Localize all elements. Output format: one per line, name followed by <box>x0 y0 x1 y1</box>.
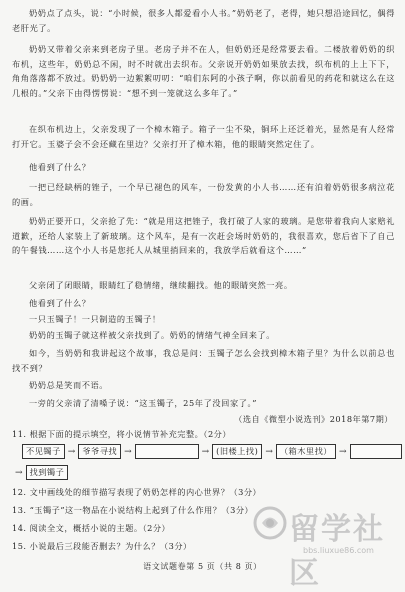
question-15: 15. 小说最后三段能否删去？为什么？（3分） <box>12 541 192 551</box>
arrow-right-icon: → <box>124 446 132 457</box>
story-paragraph: 奶奶又带着父亲来到老房子里。老房子并不在人，但奶奶还是经常要去看。二楼放着奶奶的织布机，这些年，奶奶总不闲，时不时就出去织布。父亲说开奶奶如果放去找，织布机的上上下下，角角落落都不放过。奶奶奶一边絮絮叨叨：“咱们东阿的小孩子啊，你以前看见的药花和就这么在这几根的。”父亲下由得愣愣说：“想不到一笼就这么多年了。” <box>12 44 395 98</box>
arrow-right-icon: → <box>201 446 210 457</box>
watermark-url: bbs.liuxue86.com <box>303 546 374 555</box>
flow-box: 不见镯子 <box>22 444 65 459</box>
watermark-text: 留学社区 <box>289 512 385 591</box>
flow-blank-box[interactable] <box>350 444 402 459</box>
arrow-right-icon: → <box>67 446 76 457</box>
arrow-right-icon: → <box>339 446 347 457</box>
story-paragraph: 奶奶的玉镯子就这样被父亲找到了。奶奶的情绪气神全回来了。 <box>29 330 276 340</box>
story-paragraph: 一旁的父亲清了清嗓子说：“这玉镯子，25年了没回家了。” <box>29 398 257 408</box>
story-paragraph: 奶奶总是笑而不语。 <box>29 380 109 390</box>
flow-box: （箱木里找） <box>276 444 336 459</box>
plot-flow-row <box>22 444 402 459</box>
question-12: 12. 文中画线处的细节描写表现了奶奶怎样的内心世界？（3分） <box>12 487 262 497</box>
story-paragraph: 一只玉镯子！一只制造的玉镯子！ <box>29 314 161 324</box>
question-11: 11. 根据下面的提示填空，将小说情节补充完整。（2分） <box>12 429 232 439</box>
story-paragraph: 在织布机边上，父亲发现了一个樟木箱子。箱子一尘不染，铜环上还泛着光，显然是有人经常打开它。玉婆子会不会还藏在里边？父亲打开了樟木箱，他的眼睛突然定住了。 <box>12 124 395 149</box>
arrow-right-icon: → <box>265 446 273 457</box>
arrow-right-icon: → <box>15 467 23 478</box>
flow-box: (旧楼上找) <box>212 444 262 459</box>
story-paragraph: 他看到了什么？ <box>29 162 91 172</box>
story-paragraph: 父亲闭了闭眼睛，眼睛红了稳情绪，继续翻找。他的眼睛突然一亮。 <box>29 280 293 290</box>
source-citation: （选自《微型小说选刊》2018年第7期） <box>234 414 393 424</box>
story-paragraph: 奶奶正要开口，父亲抢了先：“就是用这把锉子，我打破了人家的玻璃。是您带着我向人家赔礼道歉，还给人家装上了新玻璃。这个风车，是有一次赶会场时奶奶的，我很喜欢，您后省下了自己的午餐钱……这个小人书是您托人从城里捎回来的，我放学后就看这个……” <box>12 216 395 256</box>
flow-blank-box[interactable] <box>135 444 199 459</box>
question-13: 13. “玉镯子”这一物品在小说结构上起到了什么作用？（3分） <box>12 505 254 515</box>
flow-box: 爷爷寻找 <box>78 444 121 459</box>
story-paragraph: 如今，当奶奶和我讲起这个故事，我总是问：玉镯子怎么会找到樟木箱子里？为什么以前总也找不到？ <box>12 348 395 373</box>
watermark <box>245 500 395 591</box>
page-footer: 语文试题卷第 5 页（共 8 页） <box>143 562 262 571</box>
flow-box: 找到镯子 <box>26 465 69 480</box>
watermark-logo-icon <box>253 506 287 540</box>
plot-flow-row <box>12 465 68 480</box>
story-paragraph: 他看到了什么？ <box>29 298 91 308</box>
question-14: 14. 阅读全文，概括小说的主题。（2分） <box>12 523 171 533</box>
story-paragraph: 一把已经缺柄的锉子，一个早已褪色的风车，一份发黄的小人书……还有泊着奶奶很多病泣花的画。 <box>12 182 395 207</box>
story-paragraph: 奶奶点了点头，说：“小时候，很多人都爱看小人书。”奶奶老了，老得，她只想沿途回忆，偶得老肝光了。 <box>12 8 395 33</box>
